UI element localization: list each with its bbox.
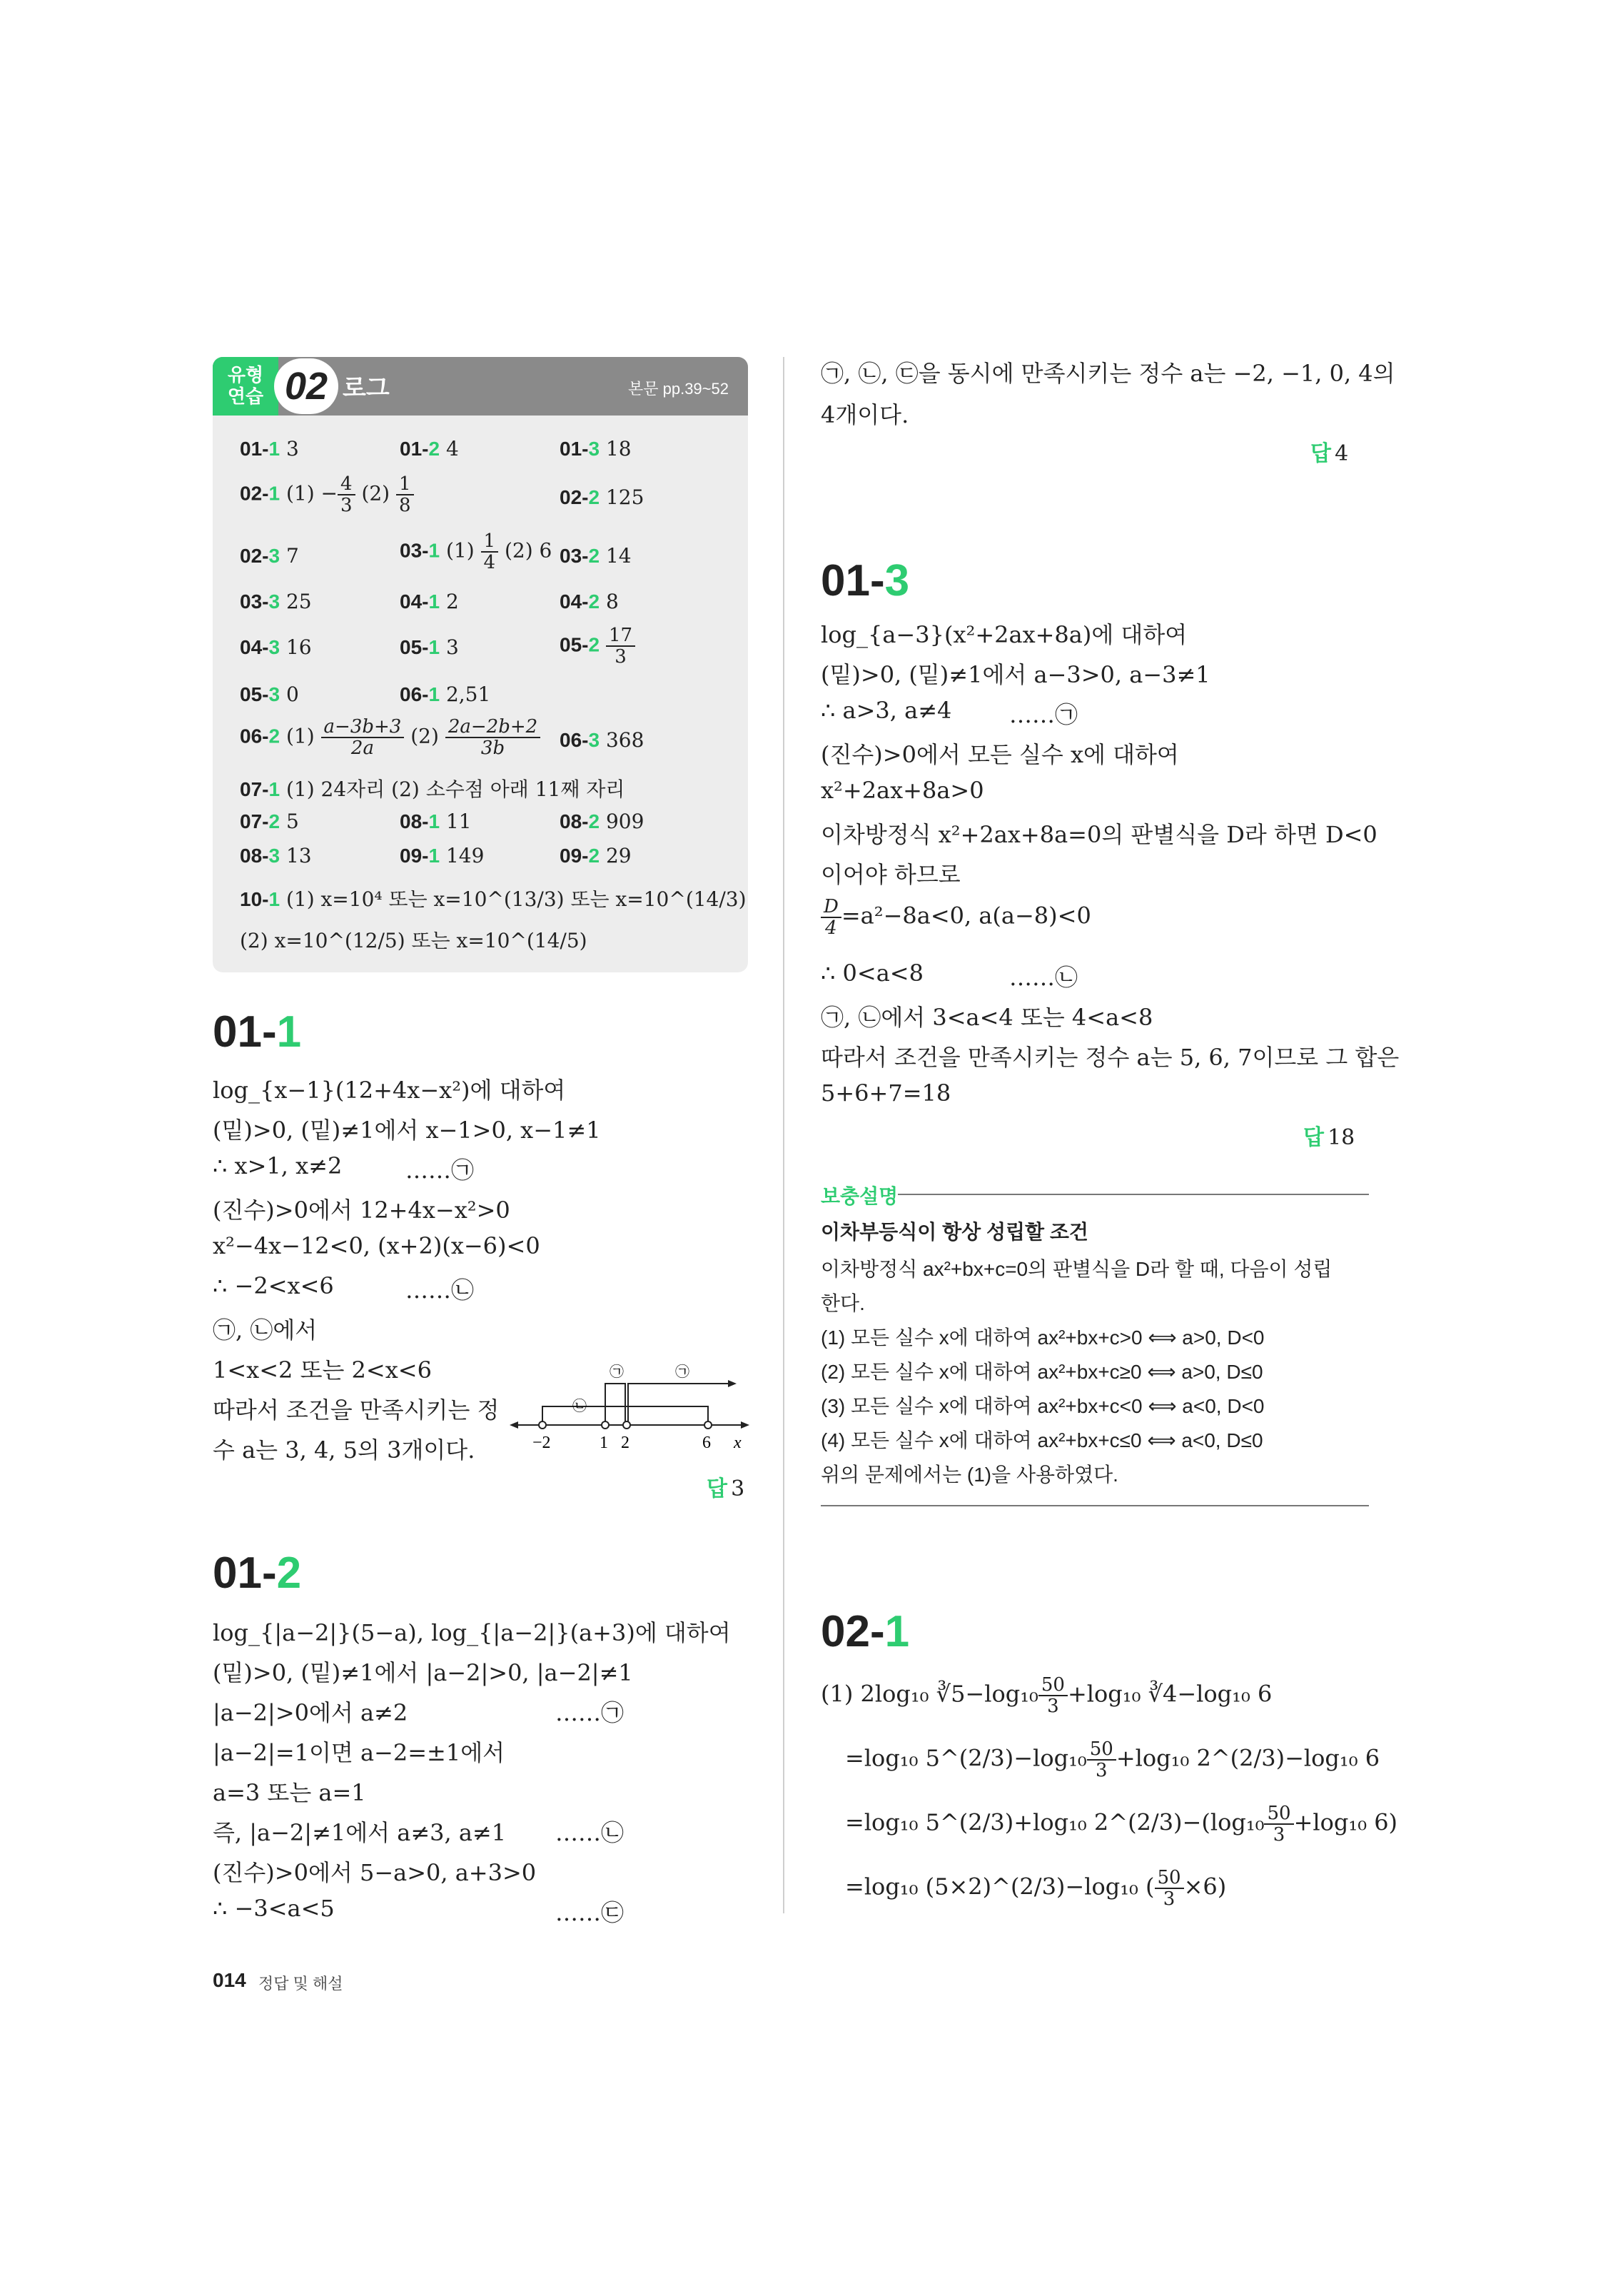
solution-line: ㉠, ㉡, ㉢을 동시에 만족시키는 정수 a는 −2, −1, 0, 4의 [821, 360, 1395, 387]
solution-line: 수 a는 3, 4, 5의 3개이다. [213, 1436, 475, 1464]
solution-line: (진수)>0에서 5−a>0, a+3>0 [213, 1859, 537, 1886]
condition-mark: ……㉡ [555, 1819, 625, 1846]
solution-line: (밑)>0, (밑)≠1에서 x−1>0, x−1≠1 [213, 1117, 601, 1144]
answer-09-2: 09-2 29 [560, 844, 632, 867]
solution-line: (진수)>0에서 12+4x−x²>0 [213, 1197, 510, 1224]
solution-line: |a−2|>0에서 a≠2 [213, 1699, 408, 1726]
nl-tick: 2 [621, 1434, 630, 1452]
answer-06-3: 06-3 368 [560, 728, 644, 752]
type-badge [213, 357, 278, 416]
solution-line: 5+6+7=18 [821, 1079, 951, 1107]
solution-line: 따라서 조건을 만족시키는 정수 a는 5, 6, 7이므로 그 합은 [821, 1044, 1400, 1071]
supplement-line: 한다. [821, 1292, 865, 1314]
section-title: 로그 [343, 375, 390, 402]
condition-mark: ……㉢ [555, 1899, 625, 1926]
problem-heading-01-1: 01-1 [213, 1007, 302, 1057]
answer-05-3: 05-3 0 [240, 683, 299, 706]
problem-heading-02-1: 02-1 [821, 1607, 910, 1656]
nl-tick: x [734, 1434, 742, 1452]
solution-line: $\frac{D}{4}$ =a²−8a<0, a(a−8)<0 [821, 897, 1091, 938]
answer-07-2: 07-2 5 [240, 810, 299, 833]
nl-mark: ㉡ [572, 1397, 587, 1414]
solution-line: 1<x<2 또는 2<x<6 [213, 1356, 432, 1384]
solution-line: 4개이다. [821, 401, 909, 428]
type-badge-text: 유형 연습 [227, 364, 264, 407]
nl-mark: ㉠ [675, 1363, 689, 1380]
solution-line: ㉠, ㉡에서 3<a<4 또는 4<a<8 [821, 1004, 1153, 1031]
solution-line: 이차방정식 x²+2ax+8a=0의 판별식을 D라 하면 D<0 [821, 821, 1377, 848]
condition-mark: ……㉠ [405, 1157, 475, 1184]
answer-10-1: 10-1 (1) x=10⁴ 또는 x=10^(13/3) 또는 x=10^(14/3) [240, 887, 747, 911]
supplement-line: (2) 모든 실수 x에 대하여 ax²+bx+c≥0 ⟺ a>0, D≤0 [821, 1361, 1263, 1383]
answer-02-2: 02-2 125 [560, 485, 644, 509]
answer-03-3: 03-3 25 [240, 590, 312, 613]
answer-01-3-final: 답 18 [1303, 1125, 1355, 1150]
solution-line: 따라서 조건을 만족시키는 정 [213, 1396, 500, 1424]
answer-03-1: 03-1 (1) $\frac{1}{4}$ (2) 6 [400, 530, 552, 573]
answer-01-3: 01-3 18 [560, 437, 632, 460]
nl-tick: 1 [600, 1434, 608, 1452]
solution-line: 즉, |a−2|≠1에서 a≠3, a≠1 [213, 1819, 507, 1846]
supplement-line: (4) 모든 실수 x에 대하여 ax²+bx+c≤0 ⟺ a<0, D≤0 [821, 1429, 1263, 1451]
footer-text: 정답 및 해설 [258, 1975, 343, 1993]
answer-03-2: 03-2 14 [560, 544, 632, 568]
supplement-line: 이차방정식 ax²+bx+c=0의 판별식을 D라 할 때, 다음이 성립 [821, 1258, 1333, 1280]
solution-line: 이어야 하므로 [821, 861, 961, 888]
solution-line: =log₁₀ 5^(2/3)−log₁₀ $\frac{50}{3}$ +log₁₀ 2^(2/3)−log₁₀ 6 [845, 1738, 1380, 1781]
solution-line: (밑)>0, (밑)≠1에서 |a−2|>0, |a−2|≠1 [213, 1659, 633, 1686]
solution-line: ㉠, ㉡에서 [213, 1316, 318, 1344]
supplement-bottom-rule [821, 1505, 1369, 1506]
supplement-line: 위의 문제에서는 (1)을 사용하였다. [821, 1464, 1118, 1486]
solution-line: log_{|a−2|}(5−a), log_{|a−2|}(a+3)에 대하여 [213, 1619, 731, 1646]
answer-05-1: 05-1 3 [400, 635, 459, 659]
answer-10-1-part2: (2) x=10^(12/5) 또는 x=10^(14/5) [240, 929, 587, 952]
answer-04-1: 04-1 2 [400, 590, 459, 613]
condition-mark: ……㉡ [405, 1277, 475, 1304]
problem-heading-01-3: 01-3 [821, 556, 910, 605]
supplement-title: 이차부등식이 항상 성립할 조건 [821, 1221, 1088, 1243]
answer-04-3: 04-3 16 [240, 635, 312, 659]
answer-08-3: 08-3 13 [240, 844, 312, 867]
solution-line: |a−2|=1이면 a−2=±1에서 [213, 1739, 505, 1766]
page-reference: 본문 pp.39~52 [628, 380, 729, 398]
solution-line: =log₁₀ 5^(2/3)+log₁₀ 2^(2/3)−(log₁₀ $\frac{50}{3}$ +log₁₀ 6) [845, 1803, 1398, 1846]
column-divider [783, 357, 784, 1913]
solution-line: ∴ 0<a<8 [821, 960, 924, 987]
page-number: 014 [213, 1969, 246, 1991]
answer-07-1: 07-1 (1) 24자리 (2) 소수점 아래 11째 자리 [240, 777, 625, 801]
supplement-label: 보충설명 [821, 1185, 899, 1207]
nl-tick: 6 [702, 1434, 711, 1452]
solution-line: a=3 또는 a=1 [213, 1779, 366, 1806]
solution-line: ∴ x>1, x≠2 [213, 1152, 343, 1179]
answer-02-3: 02-3 7 [240, 544, 299, 568]
solution-line: x²−4x−12<0, (x+2)(x−6)<0 [213, 1232, 540, 1259]
condition-mark: ……㉠ [555, 1699, 625, 1726]
supplement-line: (3) 모든 실수 x에 대하여 ax²+bx+c<0 ⟺ a<0, D<0 [821, 1395, 1265, 1417]
number-line-diagram [510, 1356, 752, 1464]
solution-line: log_{a−3}(x²+2ax+8a)에 대하여 [821, 621, 1188, 648]
solution-line: =log₁₀ (5×2)^(2/3)−log₁₀ ( $\frac{50}{3}$ ×6) [845, 1867, 1227, 1910]
solution-line: ∴ a>3, a≠4 [821, 697, 952, 724]
answer-06-1: 06-1 2,51 [400, 683, 491, 706]
supplement-line: (1) 모든 실수 x에 대하여 ax²+bx+c>0 ⟺ a>0, D<0 [821, 1326, 1265, 1349]
answer-06-2: 06-2 (1) $\frac{a-3b+3}{2a}$ (2) $\frac{2a-2b+2}{3b}$ [240, 717, 540, 758]
solution-line: (진수)>0에서 모든 실수 x에 대하여 [821, 741, 1179, 768]
answer-01-2-final: 답 4 [1310, 441, 1349, 466]
nl-mark: ㉠ [610, 1363, 624, 1380]
solution-line: (밑)>0, (밑)≠1에서 a−3>0, a−3≠1 [821, 661, 1210, 688]
solution-line: ∴ −3<a<5 [213, 1895, 335, 1922]
answer-01-1: 01-1 3 [240, 437, 299, 460]
answer-09-1: 09-1 149 [400, 844, 485, 867]
answer-05-2: 05-2 $\frac{17}{3}$ [560, 625, 635, 667]
answer-08-1: 08-1 11 [400, 810, 472, 833]
section-number: 02 [274, 358, 338, 414]
answer-01-1-final: 답 3 [707, 1476, 745, 1501]
answer-02-1: 02-1 (1) − $\frac{4}{3}$ (2) $\frac{1}{8}$ [240, 474, 414, 515]
condition-mark: ……㉡ [1009, 964, 1078, 991]
nl-tick: −2 [532, 1434, 551, 1452]
condition-mark: ……㉠ [1009, 701, 1078, 728]
solution-line: x²+2ax+8a>0 [821, 777, 984, 804]
supplement-rule [898, 1194, 1369, 1195]
solution-line: (1) 2log₁₀ ∛5−log₁₀ $\frac{50}{3}$ +log₁₀ ∛4−log₁₀ 6 [821, 1674, 1273, 1717]
problem-heading-01-2: 01-2 [213, 1549, 302, 1598]
answer-04-2: 04-2 8 [560, 590, 619, 613]
answer-01-2: 01-2 4 [400, 437, 459, 460]
solution-line: ∴ −2<x<6 [213, 1272, 334, 1299]
solution-line: log_{x−1}(12+4x−x²)에 대하여 [213, 1077, 566, 1104]
answer-08-2: 08-2 909 [560, 810, 644, 833]
